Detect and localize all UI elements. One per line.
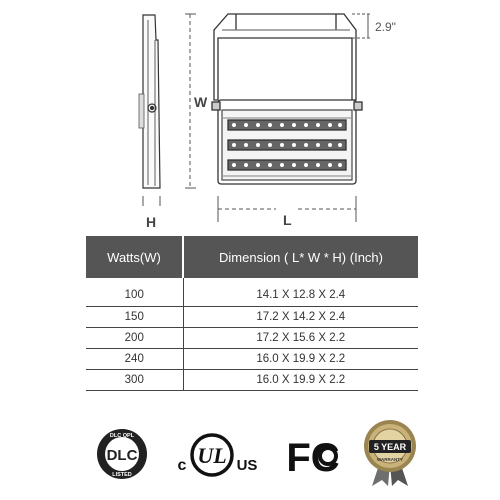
watts-cell: 300 (86, 370, 183, 391)
dimension-header: Dimension ( L* W * H) (Inch) (183, 236, 418, 278)
watts-cell: 240 (86, 349, 183, 370)
ul-listed-icon (172, 430, 262, 480)
culus-logo (172, 430, 262, 480)
watts-cell: 200 (86, 328, 183, 349)
w-label: W (194, 94, 208, 110)
svg-text:5 YEAR: 5 YEAR (373, 442, 407, 452)
l-label: L (283, 212, 292, 228)
svg-text:c: c (177, 457, 187, 474)
dlc-listed-logo (96, 428, 148, 480)
dimension-cell: 17.2 X 15.6 X 2.2 (183, 328, 418, 349)
watts-cell: 150 (86, 307, 183, 328)
svg-text:UL: UL (197, 443, 227, 468)
front-view (212, 14, 362, 184)
side-view (139, 15, 160, 188)
dimension-cell: 17.2 X 14.2 X 2.4 (183, 307, 418, 328)
dimension-drawing (0, 0, 500, 230)
h-label: H (146, 214, 157, 230)
watts-header: Watts(W) (86, 236, 183, 278)
svg-text:US: US (236, 457, 258, 474)
dimension-table (86, 236, 418, 391)
svg-text:LISTED: LISTED (112, 472, 132, 478)
svg-text:WARRANTY: WARRANTY (377, 457, 403, 462)
bracket-height-label: 2.9" (375, 20, 396, 34)
table-row (86, 328, 418, 349)
watts-cell: 100 (86, 278, 183, 307)
table-row (86, 349, 418, 370)
dimension-cell: 14.1 X 12.8 X 2.4 (183, 278, 418, 307)
fcc-logo (282, 433, 344, 477)
warranty-badge-icon (362, 418, 418, 488)
svg-text:FC: FC (286, 436, 340, 477)
table-row (86, 307, 418, 328)
dimension-cell: 16.0 X 19.9 X 2.2 (183, 349, 418, 370)
dimension-cell: 16.0 X 19.9 X 2.2 (183, 370, 418, 391)
dlc-badge-icon (96, 428, 148, 480)
svg-text:DLC QPL: DLC QPL (109, 433, 135, 439)
table-row (86, 370, 418, 391)
table-header-row (86, 236, 418, 278)
warranty-seal (362, 418, 418, 488)
svg-text:DLC: DLC (106, 447, 138, 464)
fcc-icon (282, 433, 344, 477)
table-row (86, 278, 418, 307)
